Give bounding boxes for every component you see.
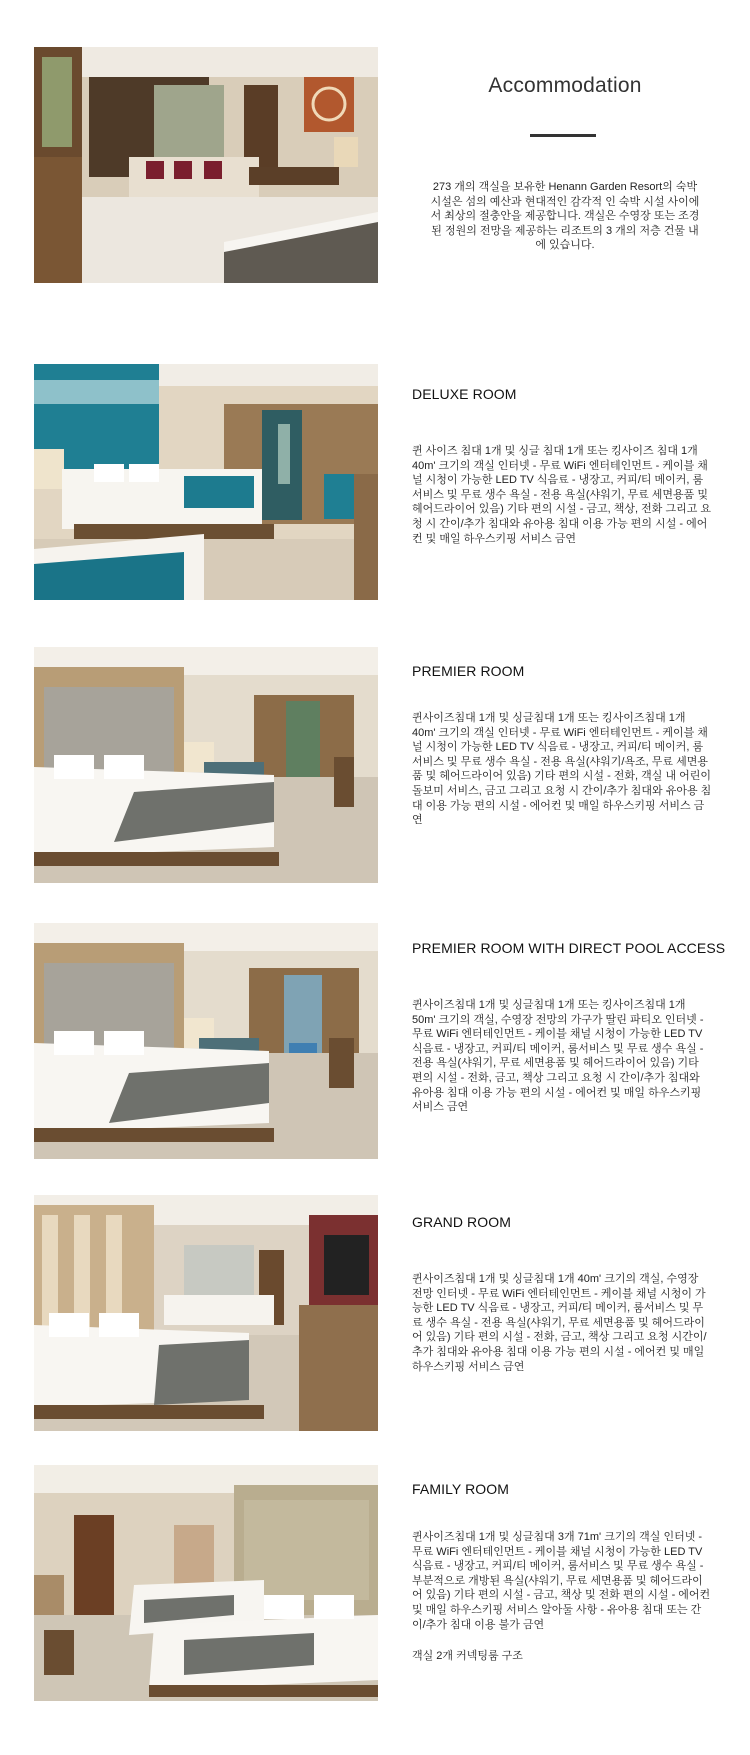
room-title-grand: GRAND ROOM (412, 1214, 511, 1230)
premier-pool-access-room-photo (34, 923, 378, 1159)
deluxe-room-photo (34, 364, 378, 600)
room-description-grand: 퀸사이즈침대 1개 및 싱글침대 1개 40m' 크기의 객실, 수영장 전망 인터넷 - 무료 WiFi 엔터테인먼트 - 케이블 채널 시청이 가능한 LED TV 식음료 - 냉장고, 커피/티 메이커, 룸서비스 및 무료 생수 욕실 - 전용 욕실(샤워기, 무료 세면용품 및 헤어드라이어 있음) 기타 편의 시설 - 전화, 금고, 책상 그리고 요청 시간이/추가 침대와 유아용 침대 이용 가능 편의 시설 - 에어컨 및 매일 하우스키핑 서비스 금연 (412, 1273, 707, 1373)
room-title-premier: PREMIER ROOM (412, 663, 525, 679)
premier-room-photo (34, 647, 378, 883)
room-title-premier-pool-access: PREMIER ROOM WITH DIRECT POOL ACCESS (412, 940, 726, 956)
room-title-family: FAMILY ROOM (412, 1481, 510, 1497)
family-room-photo (34, 1465, 378, 1701)
room-description-premier-pool-access: 퀸사이즈침대 1개 및 싱글침대 1개 또는 킹사이즈침대 1개 50m' 크기의 객실, 수영장 전망의 가구가 딸린 파티오 인터넷 - 무료 WiFi 엔터테인먼트 - 케이블 채널 시청이 가능한 LED TV 식음료 - 냉장고, 커피/티 메이커, 룸서비스 및 무료 생수 욕실 - 전용 욕실(샤워기, 무료 세면용품 및 헤어드라이어 있음) 기타 편의 시설 - 전화, 금고, 책상 그리고 요청 시 간이/추가 침대와 유아용 침대 이용 가능 편의 시설 - 에어컨 및 매일 하우스키핑 서비스 금연 (412, 999, 704, 1114)
title-divider (530, 134, 596, 137)
room-description-family: 퀸사이즈침대 1개 및 싱글침대 3개 71m' 크기의 객실 인터넷 - 무료 WiFi 엔터테인먼트 - 케이블 채널 시청이 가능한 LED TV 식음료 - 냉장고, 커피/티 메이커, 룸서비스 및 무료 생수 욕실 - 부분적으로 개방된 욕실(샤워기, 무료 세면용품 및 헤어드라이어 있음) 기타 편의 시설 - 금고, 책상 및 전화 편의 시설 - 에어컨 및 매일 하우스키핑 서비스 알아둘 사항 - 유아용 침대 또는 간이/추가 침대 이용 불가 금연 (412, 1531, 711, 1631)
accommodation-living-room-photo (34, 47, 378, 283)
room-title-deluxe: DELUXE ROOM (412, 386, 517, 402)
room-description-premier: 퀸사이즈침대 1개 및 싱글침대 1개 또는 킹사이즈침대 1개 40m' 크기의 객실 인터넷 - 무료 WiFi 엔터테인먼트 - 케이블 채널 시청이 가능한 LED TV 식음료 - 냉장고, 커피/티 메이커, 룸서비스 및 무료 생수 욕실 - 전용 욕실(샤워기/욕조, 무료 세면용품 및 헤어드라이어 있음) 기타 편의 시설 - 전화, 객실 내 어린이 돌보미 서비스, 금고 그리고 요청 시 간이/추가 침대와 유아용 침대 이용 가능 편의 시설 - 에어컨 및 매일 하우스키핑 서비스 금연 (412, 712, 712, 827)
room-description-deluxe: 퀸 사이즈 침대 1개 및 싱글 침대 1개 또는 킹사이즈 침대 1개 40m' 크기의 객실 인터넷 - 무료 WiFi 엔터테인먼트 - 케이블 채널 시청이 가능한 LED TV 식음료 - 냉장고, 커피/티 메이커, 룸서비스 및 무료 생수 욕실 - 전용 욕실(샤워기, 무료 세면용품 및 헤어드라이어 있음) 기타 편의 시설 - 금고, 책상, 전화 그리고 요청 시 간이/추가 침대와 유아용 침대 이용 가능 편의 시설 - 에어컨 및 매일 하우스키핑 서비스 금연 (412, 445, 712, 545)
intro-description: 273 개의 객실을 보유한 Henann Garden Resort의 숙박 시설은 섬의 예산과 현대적인 감각적 인 숙박 시설 사이에서 최상의 절충안을 제공합니다. 객실은 수영장 또는 조경 된 정원의 전망을 제공하는 리조트의 3 개의 저층 건물 내에 있습니다. (430, 181, 700, 251)
page-title: Accommodation (488, 74, 642, 97)
room-note-family: 객실 2개 커넥팅룸 구조 (412, 1650, 523, 1662)
grand-room-photo (34, 1195, 378, 1431)
